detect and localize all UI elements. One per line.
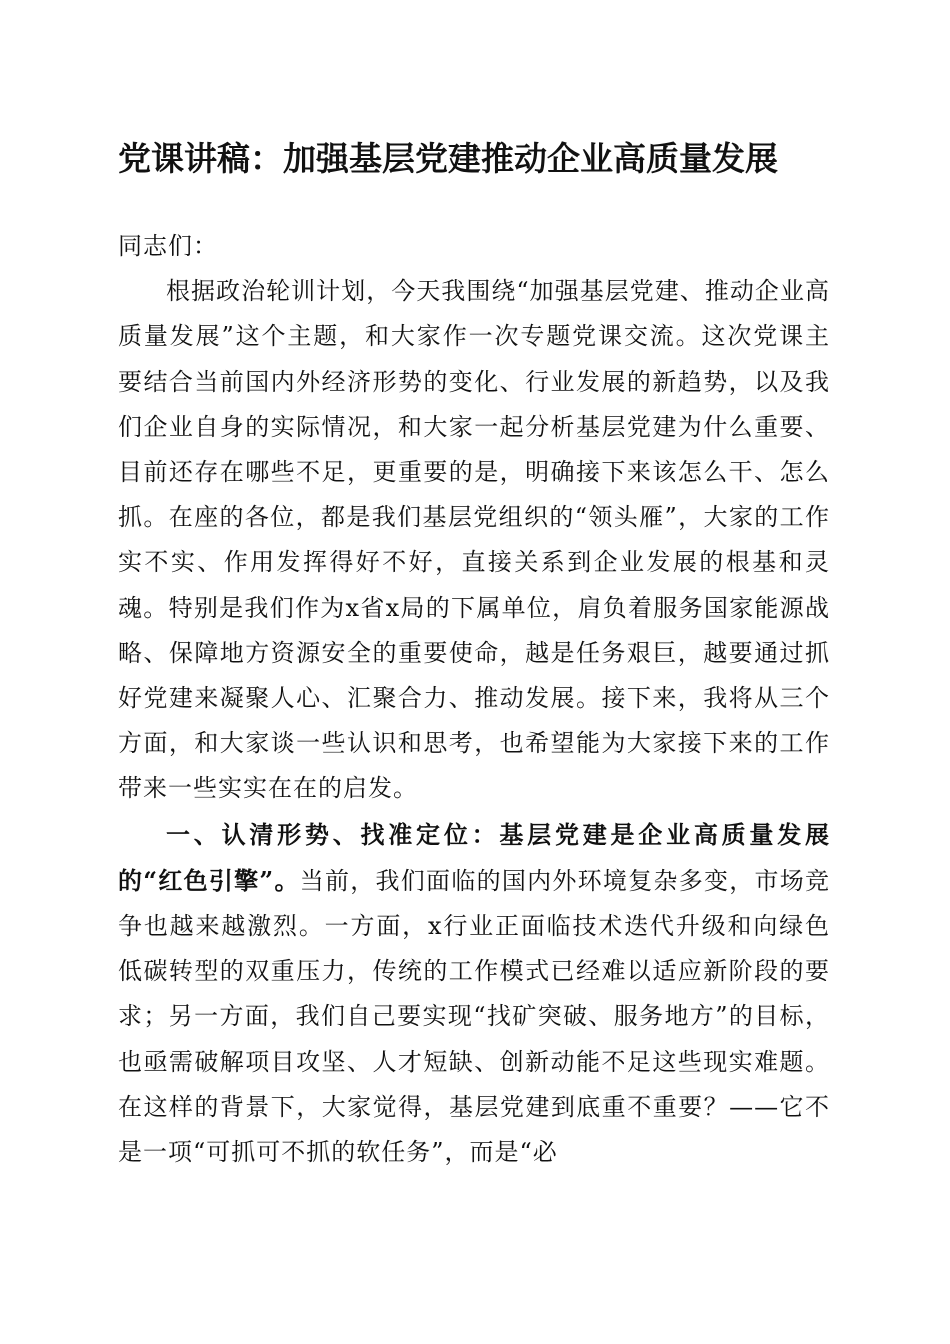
section-1-heading: 一、认清形势、找准定位：基层党建是企业高质量发展的“红色引擎”。	[118, 819, 830, 895]
section-1-text: 当前，我们面临的国内外环境复杂多变，市场竞争也越来越激烈。一方面，x行业正面临技术迭代升级和向绿色低碳转型的双重压力，传统的工作模式已经难以适应新阶段的要求；另一方面，我们自己要实现“找矿突破、服务地方”的目标，也亟需破解项目攻坚、人才短缺、创新动能不足这些现实难题。在这样的背景下，大家觉得，基层党建到底重不重要？——它不是一项“可抓可不抓的软任务”，而是“必	[118, 866, 831, 1167]
document-title: 党课讲稿：加强基层党建推动企业高质量发展	[118, 139, 778, 178]
document-body	[118, 224, 830, 1175]
salutation: 同志们：	[118, 232, 218, 260]
paragraph-intro: 根据政治轮训计划，今天我围绕“加强基层党建、推动企业高质量发展”这个主题，和大家作一次专题党课交流。这次党课主要结合当前国内外经济形势的变化、行业发展的新趋势，以及我们企业自身的实际情况，和大家一起分析基层党建为什么重要、目前还存在哪些不足，更重要的是，明确接下来该怎么干、怎么抓。在座的各位，都是我们基层党组织的“领头雁”，大家的工作实不实、作用发挥得好不好，直接关系到企业发展的根基和灵魂。特别是我们作为x省x局的下属单位，肩负着服务国家能源战略、保障地方资源安全的重要使命，越是任务艰巨，越要通过抓好党建来凝聚人心、汇聚合力、推动发展。接下来，我将从三个方面，和大家谈一些认识和思考，也希望能为大家接下来的工作带来一些实实在在的启发。	[118, 277, 830, 803]
paragraph-section-1	[118, 812, 830, 1176]
